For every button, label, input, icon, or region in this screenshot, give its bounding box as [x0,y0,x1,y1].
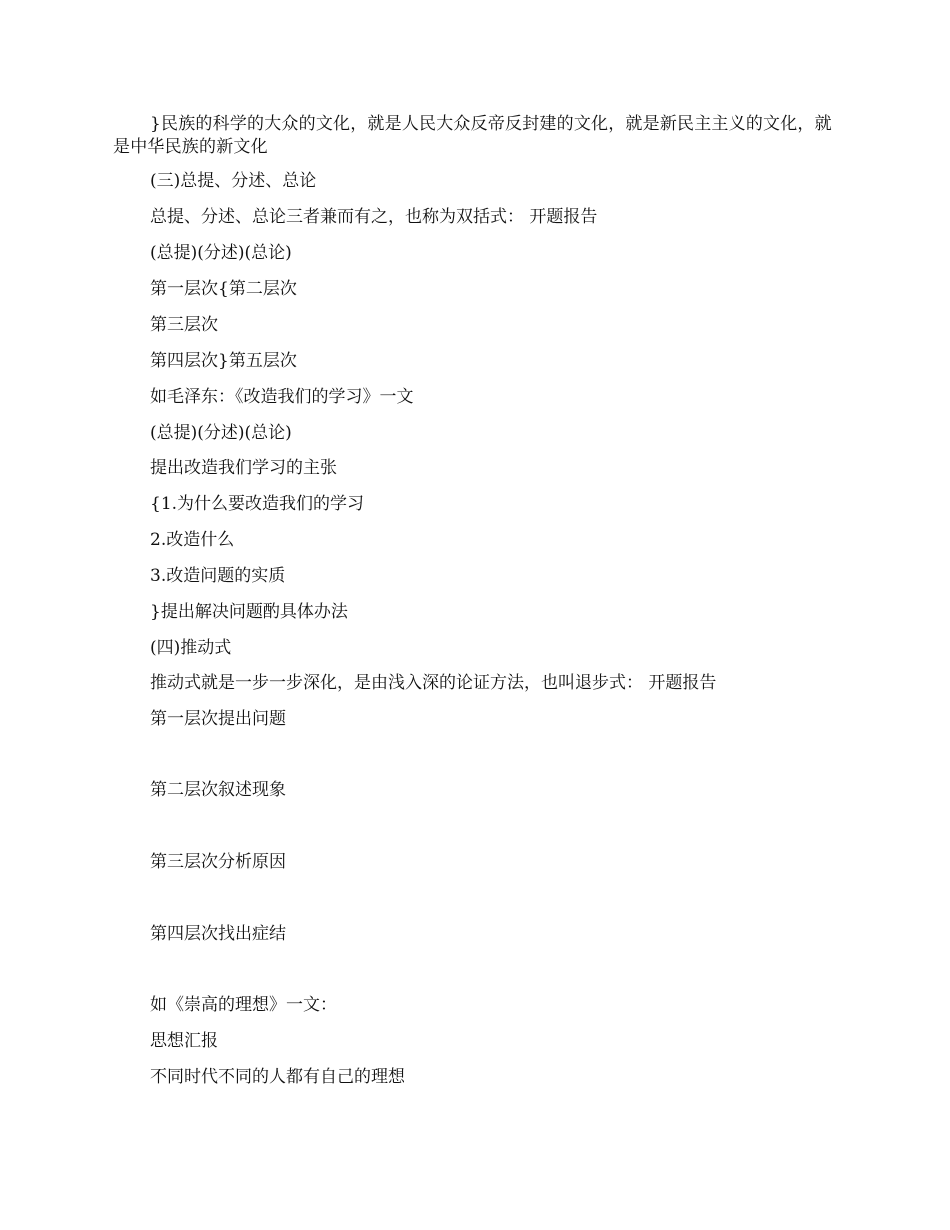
text-line: 第四层次找出症结 [150,924,286,944]
heading-four: (四)推动式 [150,638,232,658]
heading-three: (三)总提、分述、总论 [150,171,317,191]
text-line: 如《崇高的理想》一文： [150,995,337,1015]
text-line: (总提)(分述)(总论) [150,243,292,263]
list-item: 3.改造问题的实质 [150,566,286,586]
text-line: (总提)(分述)(总论) [150,423,292,443]
text-line: 第一层次{第二层次 [150,279,297,299]
text-line: 第三层次分析原因 [150,852,286,872]
text-line: 不同时代不同的人都有自己的理想 [150,1067,405,1087]
text-line: 提出改造我们学习的主张 [150,458,337,478]
text-line: 思想汇报 [150,1031,218,1051]
text-line: }提出解决问题酌具体办法 [150,602,348,622]
list-item: {1.为什么要改造我们的学习 [150,494,365,514]
paragraph-1: }民族的科学的大众的文化，就是人民大众反帝反封建的文化，就是新民主主义的文化，就是中华民族的新文化 [113,114,832,157]
text-line: 第三层次 [150,315,218,335]
text-line: 第二层次叙述现象 [150,780,286,800]
text-line: 第一层次提出问题 [150,709,286,729]
text-line: 第四层次}第五层次 [150,351,297,371]
text-line: 总提、分述、总论三者兼而有之，也称为双括式： 开题报告 [150,207,598,227]
list-item: 2.改造什么 [150,530,235,550]
text-line: 如毛泽东：《改造我们的学习》一文 [150,387,414,407]
text-line: 推动式就是一步一步深化，是由浅入深的论证方法，也叫退步式： 开题报告 [150,673,717,693]
